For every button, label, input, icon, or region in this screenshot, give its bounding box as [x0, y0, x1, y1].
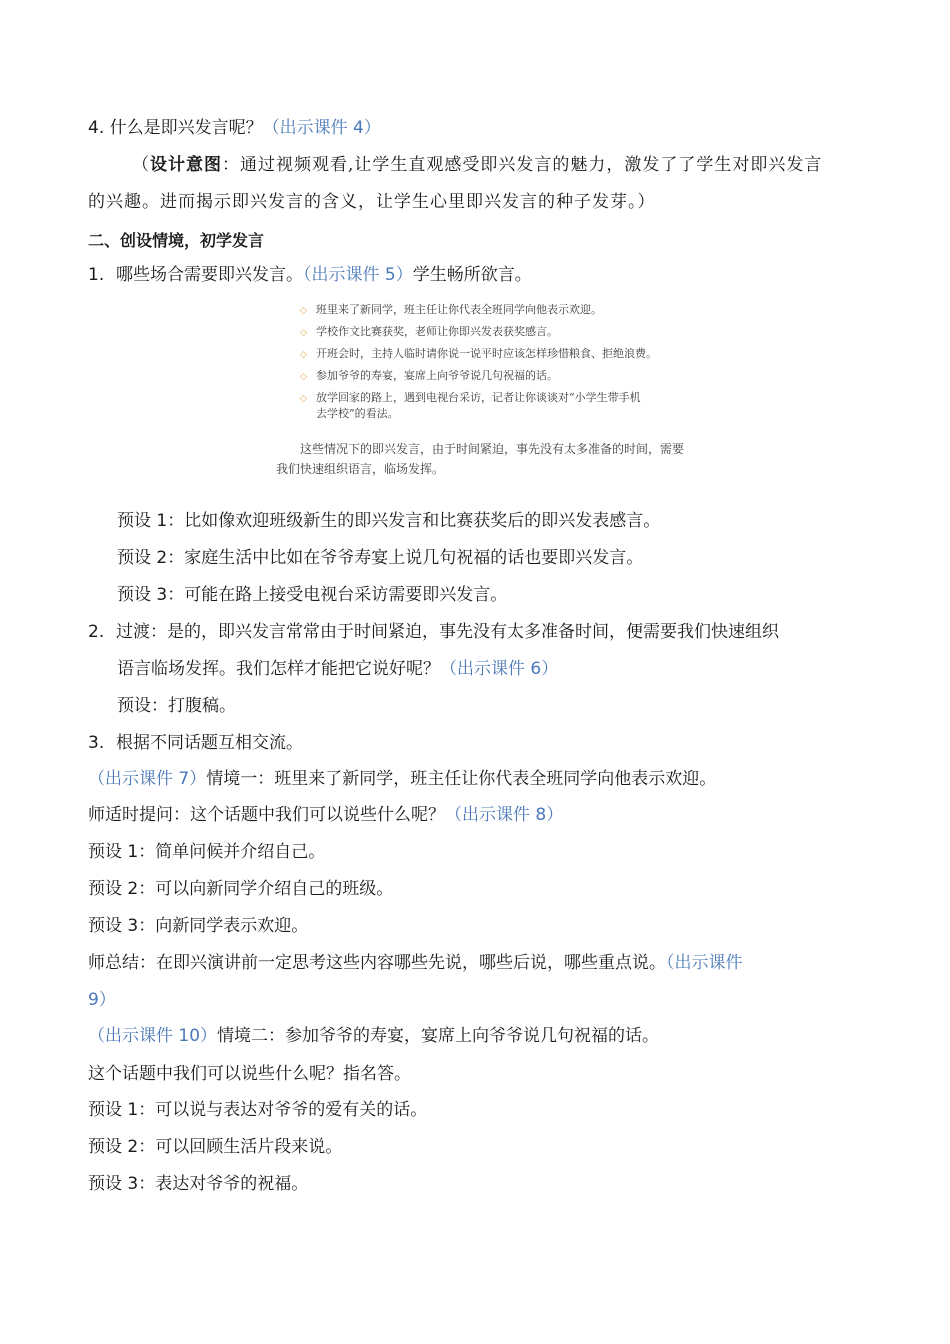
courseware-ref-8: （出示课件 8） [445, 805, 564, 825]
courseware-ref-9: （出示课件 [666, 953, 743, 973]
diamond-bullet-icon: ◇ [300, 394, 307, 404]
scene-1-text: 情境一：班里来了新同学，班主任让你代表全班同学向他表示欢迎。 [206, 769, 717, 789]
slide-bullet: ◇ 学校作文比赛获奖，老师让你即兴发表获奖感言。 [300, 324, 558, 341]
slide-bullet: ◇ 放学回家的路上，遇到电视台采访，记者让你谈谈对“小学生带手机 [300, 390, 641, 407]
slide-bullet-continuation: 去学校”的看法。 [316, 407, 399, 420]
courseware-ref-7: （出示课件 7） [88, 769, 207, 789]
summary-line-1 [88, 951, 862, 975]
courseware-ref-9-cont: 9） [88, 990, 116, 1010]
ask-1-text: 师适时提问：这个话题中我们可以说些什么呢？ [88, 805, 445, 825]
item-2-preset: 预设：打腹稿。 [117, 696, 236, 716]
item-2-text-1: 过渡：是的，即兴发言常常由于时间紧迫，事先没有太多准备时间，便需要我们快速组织 [116, 622, 779, 642]
preset-line: 预设 2：家庭生活中比如在爷爷寿宴上说几句祝福的话也要即兴发言。 [117, 548, 644, 568]
preset-line: 预设 2：可以向新同学介绍自己的班级。 [88, 879, 394, 899]
slide-bullet: ◇ 参加爷爷的寿宴，宴席上向爷爷说几句祝福的话。 [300, 368, 558, 385]
item-2-line-2 [117, 657, 862, 681]
item-3-line [88, 731, 862, 755]
item-3-text: 根据不同话题互相交流。 [116, 733, 303, 753]
ask-2-line: 这个话题中我们可以说些什么呢？指名答。 [88, 1064, 411, 1084]
ask-1-line [88, 803, 862, 827]
item-1-number: 1. [88, 265, 105, 285]
item-4-line [88, 116, 862, 140]
design-intent-label: 设计意图 [150, 155, 222, 175]
section-2-title: 二、创设情境，初学发言 [88, 231, 265, 250]
design-intent-line-2: 的兴趣。进而揭示即兴发言的含义，让学生心里即兴发言的种子发芽。） [88, 192, 656, 212]
diamond-bullet-icon: ◇ [300, 328, 307, 338]
scene-2-line [88, 1024, 862, 1048]
preset-line: 预设 2：可以回顾生活片段来说。 [88, 1137, 343, 1157]
slide-summary-line-2: 我们快速组织语言，临场发挥。 [276, 462, 445, 476]
item-4-text: 4. 什么是即兴发言呢？ [88, 118, 263, 138]
item-2-line-1 [88, 620, 862, 644]
courseware-ref-6: （出示课件 6） [440, 659, 559, 679]
preset-line: 预设 3：向新同学表示欢迎。 [88, 916, 309, 936]
preset-line: 预设 1：简单问候并介绍自己。 [88, 842, 326, 862]
slide-summary-line-1: 这些情况下的即兴发言，由于时间紧迫，事先没有太多准备的时间，需要 [300, 442, 685, 456]
summary-text: 师总结：在即兴演讲前一定思考这些内容哪些先说，哪些后说，哪些重点说。 [88, 953, 666, 973]
item-1-tail: 学生畅所欲言。 [412, 265, 532, 285]
preset-line: 预设 3：可能在路上接受电视台采访需要即兴发言。 [117, 585, 508, 605]
item-2-number: 2. [88, 622, 105, 642]
diamond-bullet-icon: ◇ [300, 372, 307, 382]
item-1-text: 哪些场合需要即兴发言。 [116, 265, 303, 285]
diamond-bullet-icon: ◇ [300, 350, 307, 360]
design-intent-open: （ [132, 155, 150, 175]
item-1-line [88, 263, 862, 287]
preset-line: 预设 3：表达对爷爷的祝福。 [88, 1174, 309, 1194]
preset-line: 预设 1：比如像欢迎班级新生的即兴发言和比赛获奖后的即兴发表感言。 [117, 511, 661, 531]
courseware-ref-10: （出示课件 10） [88, 1026, 218, 1046]
design-intent-line-1 [132, 153, 862, 177]
diamond-bullet-icon: ◇ [300, 306, 307, 316]
design-intent-text-1: ：通过视频观看,让学生直观感受即兴发言的魅力，激发了了学生对即兴发言 [222, 155, 823, 175]
preset-line: 预设 1：可以说与表达对爷爷的爱有关的话。 [88, 1100, 428, 1120]
courseware-slide-image [272, 296, 714, 488]
scene-1-line [88, 767, 862, 791]
item-2-text-2: 语言临场发挥。我们怎样才能把它说好呢？ [117, 659, 440, 679]
scene-2-text: 情境二：参加爷爷的寿宴，宴席上向爷爷说几句祝福的话。 [217, 1026, 660, 1046]
item-3-number: 3. [88, 733, 105, 753]
courseware-ref-5: （出示课件 5） [303, 265, 413, 285]
slide-bullet: ◇ 班里来了新同学，班主任让你代表全班同学向他表示欢迎。 [300, 302, 602, 319]
courseware-ref-4: （出示课件 4） [262, 118, 381, 138]
slide-bullet: ◇ 开班会时，主持人临时请你说一说平时应该怎样珍惜粮食、拒绝浪费。 [300, 346, 657, 363]
